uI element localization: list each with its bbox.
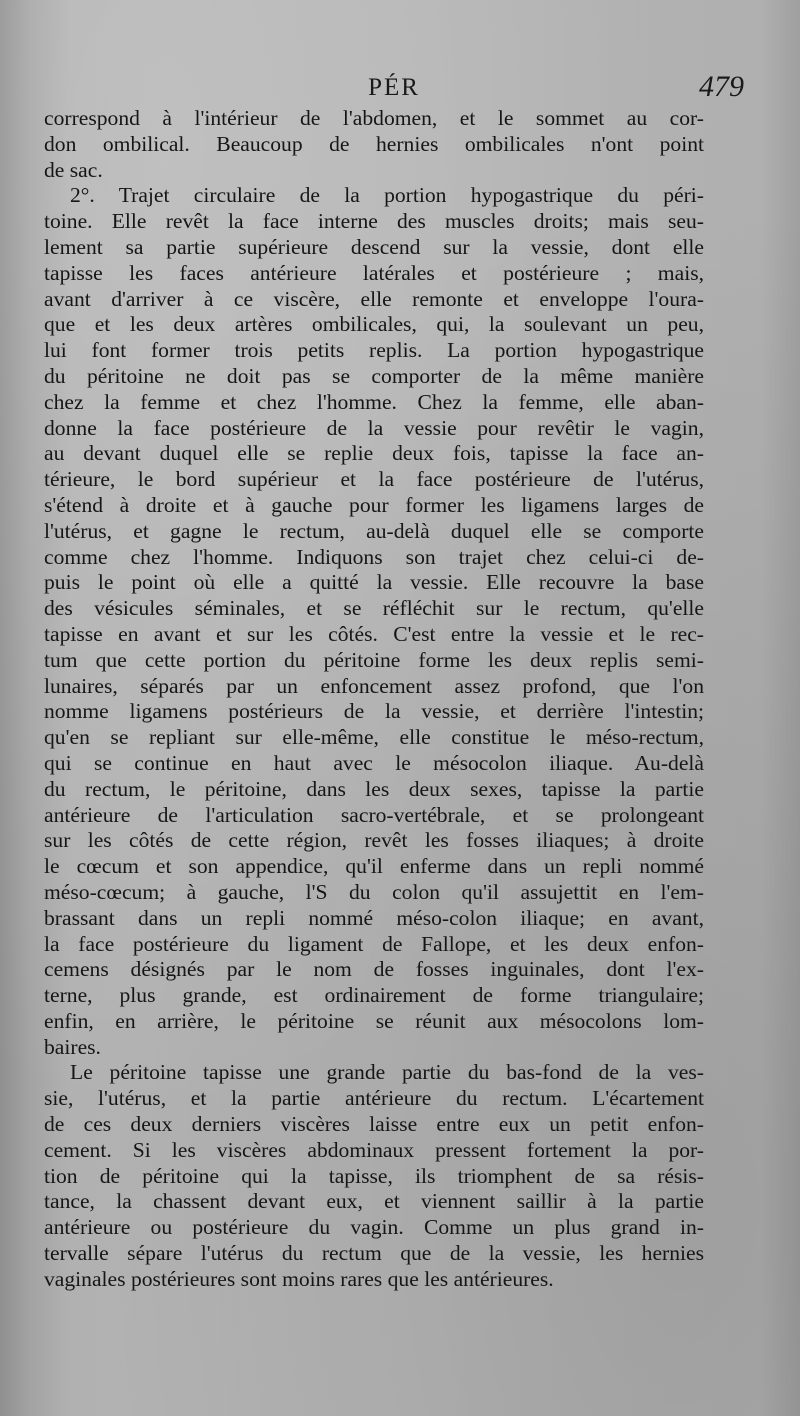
paragraph (44, 1060, 704, 1292)
text-line: qui se continue en haut avec le mésocolon iliaque. Au-delà (44, 750, 704, 775)
text-line: tion de péritoine qui la tapisse, ils triomphent de sa résis- (44, 1163, 704, 1188)
text-line: méso-cœcum; à gauche, l'S du colon qu'il assujettit en l'em- (44, 879, 704, 904)
text-line: lunaires, séparés par un enfoncement assez profond, que l'on (44, 673, 704, 698)
body-text (44, 106, 704, 1293)
text-line: donne la face postérieure de la vessie pour revêtir le vagin, (44, 415, 704, 440)
text-line: baires. (44, 1034, 101, 1059)
text-line: térieure, le bord supérieur et la face postérieure de l'utérus, (44, 467, 704, 492)
text-line: cemens désignés par le nom de fosses inguinales, dont l'ex- (44, 957, 704, 982)
text-line: don ombilical. Beaucoup de hernies ombilicales n'ont point (44, 131, 704, 156)
page-header (44, 70, 744, 110)
text-line: correspond à l'intérieur de l'abdomen, et le sommet au cor- (44, 106, 704, 130)
text-line: tum que cette portion du péritoine forme les deux replis semi- (44, 647, 704, 672)
text-line: puis le point où elle a quitté la vessie. Elle recouvre la base (44, 570, 704, 595)
text-line: avant d'arriver à ce viscère, elle remonte et enveloppe l'oura- (44, 286, 704, 311)
text-line: comme chez l'homme. Indiquons son trajet chez celui-ci de- (44, 544, 704, 569)
text-line: tance, la chassent devant eux, et viennent saillir à la partie (44, 1189, 704, 1214)
text-line: l'utérus, et gagne le rectum, au-delà duquel elle se comporte (44, 518, 704, 543)
text-line: vaginales postérieures sont moins rares que les antérieures. (44, 1266, 554, 1291)
paragraph (44, 183, 704, 1060)
text-line: sie, l'utérus, et la partie antérieure du rectum. L'écartement (44, 1086, 704, 1111)
text-line: qu'en se repliant sur elle-même, elle constitue le méso-rectum, (44, 725, 704, 750)
text-line: cement. Si les viscères abdominaux pressent fortement la por- (44, 1137, 704, 1162)
text-line: toine. Elle revêt la face interne des muscles droits; mais seu- (44, 209, 704, 234)
running-head: PÉR (368, 74, 420, 101)
paragraph (44, 106, 704, 183)
page-number: 479 (699, 70, 744, 103)
text-line: terne, plus grande, est ordinairement de forme triangulaire; (44, 983, 704, 1008)
text-line: antérieure de l'articulation sacro-vertébrale, et se prolongeant (44, 802, 704, 827)
text-line: tapisse les faces antérieure latérales et postérieure ; mais, (44, 260, 704, 285)
text-line: du péritoine ne doit pas se comporter de la même manière (44, 363, 704, 388)
text-line: enfin, en arrière, le péritoine se réunit aux mésocolons lom- (44, 1008, 704, 1033)
text-line: chez la femme et chez l'homme. Chez la femme, elle aban- (44, 389, 704, 414)
text-line: au devant duquel elle se replie deux fois, tapisse la face an- (44, 441, 704, 466)
text-line: 2°. Trajet circulaire de la portion hypogastrique du péri- (70, 183, 704, 208)
text-line: le cœcum et son appendice, qu'il enferme dans un repli nommé (44, 854, 704, 879)
text-line: tervalle sépare l'utérus du rectum que de la vessie, les hernies (44, 1241, 704, 1266)
text-line: de ces deux derniers viscères laisse entre eux un petit enfon- (44, 1112, 704, 1137)
text-line: sur les côtés de cette région, revêt les fosses iliaques; à droite (44, 828, 704, 853)
text-line: de sac. (44, 157, 103, 182)
text-line: s'étend à droite et à gauche pour former les ligamens larges de (44, 492, 704, 517)
text-line: antérieure ou postérieure du vagin. Comme un plus grand in- (44, 1215, 704, 1240)
text-line: lui font former trois petits replis. La portion hypogastrique (44, 338, 704, 363)
text-line: des vésicules séminales, et se réfléchit sur le rectum, qu'elle (44, 596, 704, 621)
text-line: brassant dans un repli nommé méso-colon iliaque; en avant, (44, 905, 704, 930)
text-line: du rectum, le péritoine, dans les deux sexes, tapisse la partie (44, 776, 704, 801)
text-line: la face postérieure du ligament de Fallope, et les deux enfon- (44, 931, 704, 956)
text-line: tapisse en avant et sur les côtés. C'est entre la vessie et le rec- (44, 621, 704, 646)
text-line: nomme ligamens postérieurs de la vessie, et derrière l'intestin; (44, 699, 704, 724)
text-line: que et les deux artères ombilicales, qui, la soulevant un peu, (44, 312, 704, 337)
text-line: lement sa partie supérieure descend sur la vessie, dont elle (44, 234, 704, 259)
text-line: Le péritoine tapisse une grande partie du bas-fond de la ves- (70, 1060, 704, 1085)
